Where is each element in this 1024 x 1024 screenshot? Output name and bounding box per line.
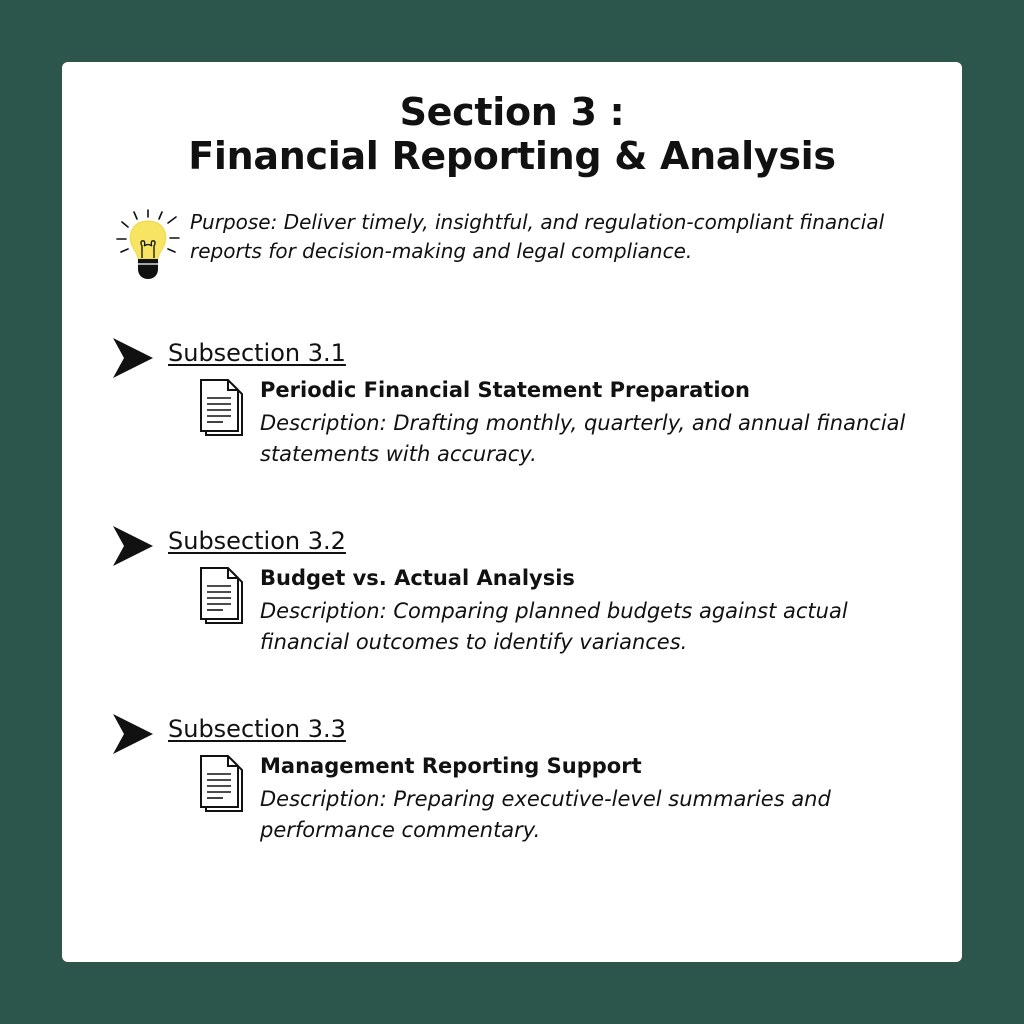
item-title: Periodic Financial Statement Preparation <box>260 378 750 402</box>
page-title <box>62 90 962 178</box>
subsection-label[interactable]: Subsection 3.1 <box>168 339 346 367</box>
purpose-text: Purpose: Deliver timely, insightful, and regulation-compliant financial reports for decision-making and legal compliance. <box>190 210 885 263</box>
subsection-3-1 <box>62 334 962 484</box>
section-number: Section 3 : <box>399 90 625 134</box>
document-icon <box>198 566 246 626</box>
item-description: Description: Preparing executive-level summaries and performance commentary. <box>260 787 831 842</box>
subsection-label[interactable]: Subsection 3.2 <box>168 527 346 555</box>
item-title: Management Reporting Support <box>260 754 642 778</box>
document-icon <box>198 378 246 438</box>
subsection-label[interactable]: Subsection 3.3 <box>168 715 346 743</box>
item-description: Description: Comparing planned budgets against actual financial outcomes to identify variances. <box>260 599 848 654</box>
arrow-right-icon <box>112 336 154 380</box>
item-title: Budget vs. Actual Analysis <box>260 566 575 590</box>
arrow-right-icon <box>112 524 154 568</box>
subsection-3-3 <box>62 710 962 860</box>
subsection-3-2 <box>62 522 962 672</box>
section-name: Financial Reporting & Analysis <box>188 134 836 178</box>
document-icon <box>198 754 246 814</box>
item-description: Description: Drafting monthly, quarterly, and annual financial statements with accuracy. <box>260 411 906 466</box>
lightbulb-icon <box>114 208 186 284</box>
arrow-right-icon <box>112 712 154 756</box>
content-card <box>62 62 962 962</box>
